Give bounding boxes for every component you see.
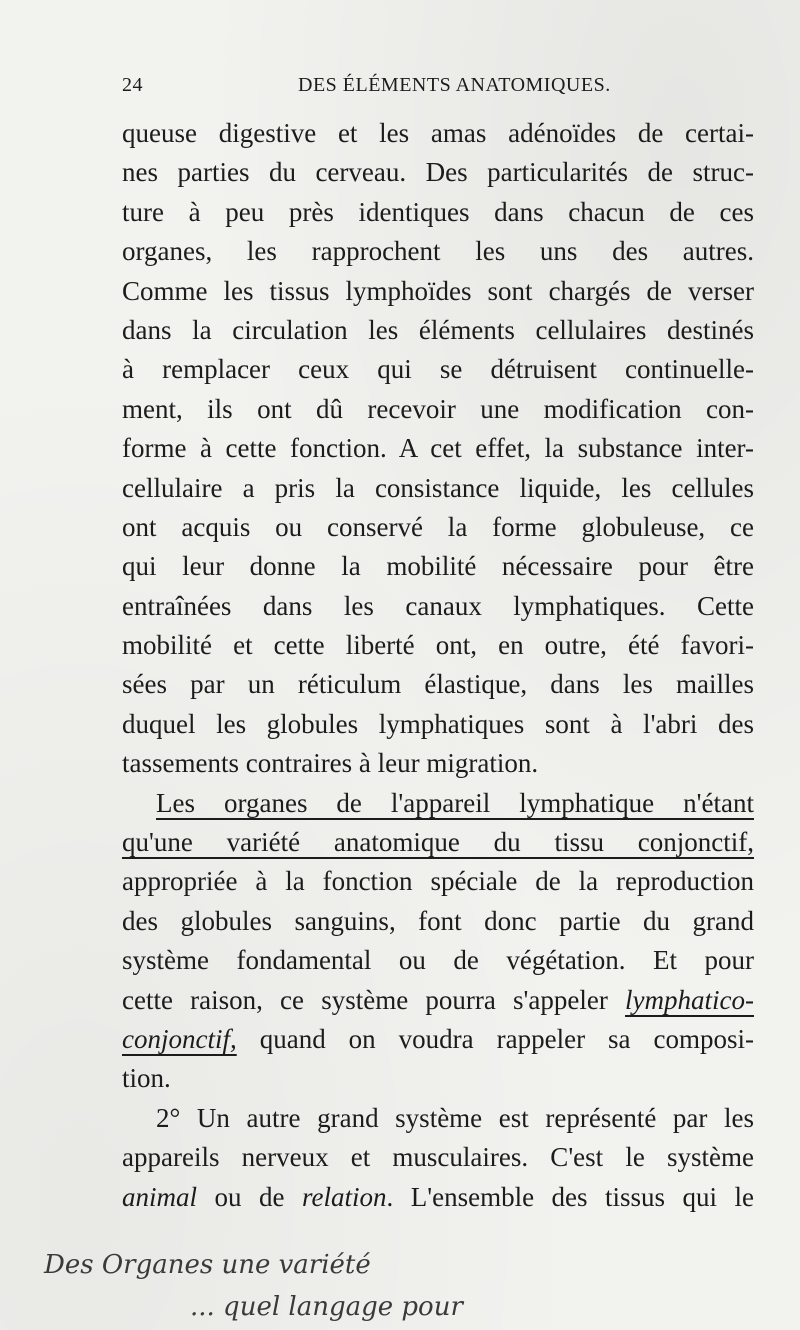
underlined-text: Les organes de l'appareil lymphatique n'étant [156,787,754,818]
italic-term: lymphatico- [625,984,754,1015]
text-line: tion. [122,1063,171,1094]
text-line: dans la circulation les éléments cellulaires destinés [122,314,754,345]
text-line: système fondamental ou de végétation. Et pour [122,945,754,976]
italic-term: relation [302,1181,387,1212]
text-line: ment, ils ont dû recevoir une modification con- [122,393,754,424]
text-line: appropriée à la fonction spéciale de la reproduction [122,866,754,897]
text-line: ont acquis ou conservé la forme globuleuse, ce [122,511,754,542]
text-line: Comme les tissus lymphoïdes sont chargés de verser [122,275,754,306]
text-line: mobilité et cette liberté ont, en outre, été favori- [122,630,754,661]
text-segment: quand on voudra rappeler sa composi- [236,1023,754,1054]
text-line [122,1178,754,1217]
text-line: nes parties du cerveau. Des particularités de struc- [122,157,754,188]
text-line: sées par un réticulum élastique, dans les mailles [122,669,754,700]
text-line: des globules sanguins, font donc partie du grand [122,905,754,936]
italic-term: animal [122,1181,198,1212]
text-line: qui leur donne la mobilité nécessaire pour être [122,551,754,582]
text-line: organes, les rapprochent les uns des autres. [122,236,754,267]
text-line: forme à cette fonction. A cet effet, la substance inter- [122,433,754,464]
italic-term: conjonctif, [122,1023,237,1054]
running-head: DES ÉLÉMENTS ANATOMIQUES. [298,74,611,96]
page-number: 24 [122,74,143,96]
body-text [122,114,754,1217]
text-line: entraînées dans les canaux lymphatiques. Cette [122,590,754,621]
page-header [122,74,752,104]
text-line: duquel les globules lymphatiques sont à l'abri des [122,708,754,739]
text-line [122,1020,754,1059]
text-line: queuse digestive et les amas adénoïdes de certai- [122,118,754,148]
text-line [122,981,754,1020]
underlined-text: qu'une variété anatomique du tissu conjonctif, [122,827,754,858]
text-line: ture à peu près identiques dans chacun de ces [122,196,754,227]
text-line: 2° Un autre grand système est représenté par les [156,1102,754,1133]
text-line-underlined [122,823,754,862]
text-line: à remplacer ceux qui se détruisent continuelle- [122,354,754,385]
text-line: cellulaire a pris la consistance liquide, les cellules [122,472,754,503]
text-segment: . L'ensemble des tissus qui le [386,1181,755,1212]
handwritten-note: Des Organes une variété [44,1250,371,1280]
handwritten-note: ... quel langage pour [190,1292,463,1322]
text-line-underlined [122,784,754,823]
text-line: tassements contraires à leur migration. [122,748,539,779]
text-segment: ou de [214,1181,285,1212]
text-segment: cette raison, ce système pourra s'appeler [122,984,608,1015]
text-line: appareils nerveux et musculaires. C'est le système [122,1142,754,1173]
